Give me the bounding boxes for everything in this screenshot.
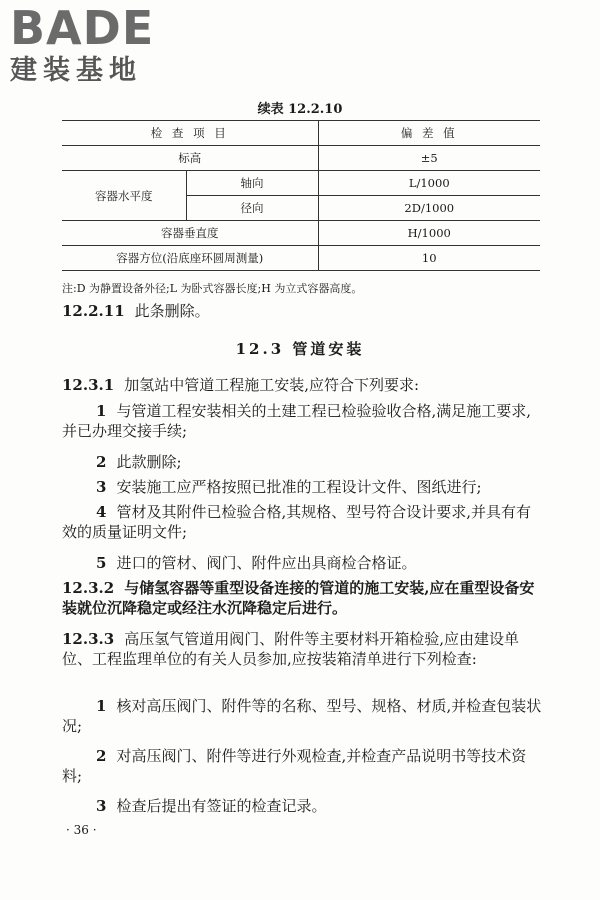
row-value: 2D/1000 xyxy=(318,196,540,221)
logo-subtitle: 建装基地 xyxy=(10,55,142,86)
row-value: 10 xyxy=(318,246,540,271)
clause-text: 此条删除。 xyxy=(134,302,210,320)
item-text: 此款删除; xyxy=(116,453,182,471)
clause-number: 12.2.11 xyxy=(62,302,125,320)
page-number: · 36 · xyxy=(66,823,97,837)
list-item xyxy=(62,401,542,441)
item-text: 管材及其附件已检验合格,其规格、型号符合设计要求,并具有有效的质量证明文件; xyxy=(62,503,531,541)
table-header-row xyxy=(62,121,540,146)
table-note: 注:D 为静置设备外径;L 为卧式容器长度;H 为立式容器高度。 xyxy=(62,282,363,295)
clause-number: 12.3.3 xyxy=(62,630,115,648)
section-title: 12.3 管道安装 xyxy=(235,340,365,358)
table-row xyxy=(62,171,540,196)
clause-12-3-3 xyxy=(62,629,542,669)
item-text: 进口的管材、阀门、附件应出具商检合格证。 xyxy=(116,554,417,572)
row-value: L/1000 xyxy=(318,171,540,196)
list-item xyxy=(62,746,542,786)
row-value: ±5 xyxy=(318,146,540,171)
list-item xyxy=(62,452,542,472)
list-item xyxy=(62,502,542,542)
header-value: 偏 差 值 xyxy=(318,121,540,146)
clause-12-2-11 xyxy=(62,301,542,321)
item-number: 1 xyxy=(96,402,107,420)
item-text: 安装施工应严格按照已批准的工程设计文件、图纸进行; xyxy=(116,478,482,496)
table-row xyxy=(62,146,540,171)
item-number: 3 xyxy=(96,478,107,496)
row-item: 容器垂直度 xyxy=(62,221,318,246)
logo-brand: BADE xyxy=(10,1,155,55)
item-number: 2 xyxy=(96,747,107,765)
list-item xyxy=(62,696,542,736)
clause-text: 与储氢容器等重型设备连接的管道的施工安装,应在重型设备安装就位沉降稳定或经注水沉降稳定后进行。 xyxy=(62,579,535,617)
header-item: 检 查 项 目 xyxy=(62,121,318,146)
item-text: 与管道工程安装相关的土建工程已检验验收合格,满足施工要求,并已办理交接手续; xyxy=(62,402,531,440)
table-caption: 续表 12.2.10 xyxy=(257,102,343,117)
deviation-table xyxy=(62,120,540,271)
item-number: 3 xyxy=(96,797,107,815)
item-text: 核对高压阀门、附件等的名称、型号、规格、材质,并检查包装状况; xyxy=(62,697,542,735)
item-number: 1 xyxy=(96,697,107,715)
list-item xyxy=(62,796,542,816)
row-value: H/1000 xyxy=(318,221,540,246)
table-row xyxy=(62,221,540,246)
row-sub-item: 轴向 xyxy=(186,171,318,196)
row-item: 容器水平度 xyxy=(62,171,186,221)
list-item xyxy=(62,553,542,573)
item-number: 5 xyxy=(96,554,107,572)
table-row xyxy=(62,246,540,271)
item-number: 2 xyxy=(96,453,107,471)
row-item: 容器方位(沿底座环圆周测量) xyxy=(62,246,318,271)
list-item xyxy=(62,477,542,497)
clause-text: 加氢站中管道工程施工安装,应符合下列要求: xyxy=(124,376,420,394)
item-number: 4 xyxy=(96,503,107,521)
item-text: 检查后提出有签证的检查记录。 xyxy=(116,797,327,815)
clause-number: 12.3.2 xyxy=(62,579,115,597)
clause-12-3-2 xyxy=(62,578,542,618)
clause-number: 12.3.1 xyxy=(62,376,115,394)
item-text: 对高压阀门、附件等进行外观检查,并检查产品说明书等技术资料; xyxy=(62,747,527,785)
row-item: 标高 xyxy=(62,146,318,171)
logo xyxy=(10,1,185,88)
clause-text: 高压氢气管道用阀门、附件等主要材料开箱检验,应由建设单位、工程监理单位的有关人员参加,应按装箱清单进行下列检查: xyxy=(62,630,519,668)
clause-12-3-1 xyxy=(62,375,542,395)
row-sub-item: 径向 xyxy=(186,196,318,221)
